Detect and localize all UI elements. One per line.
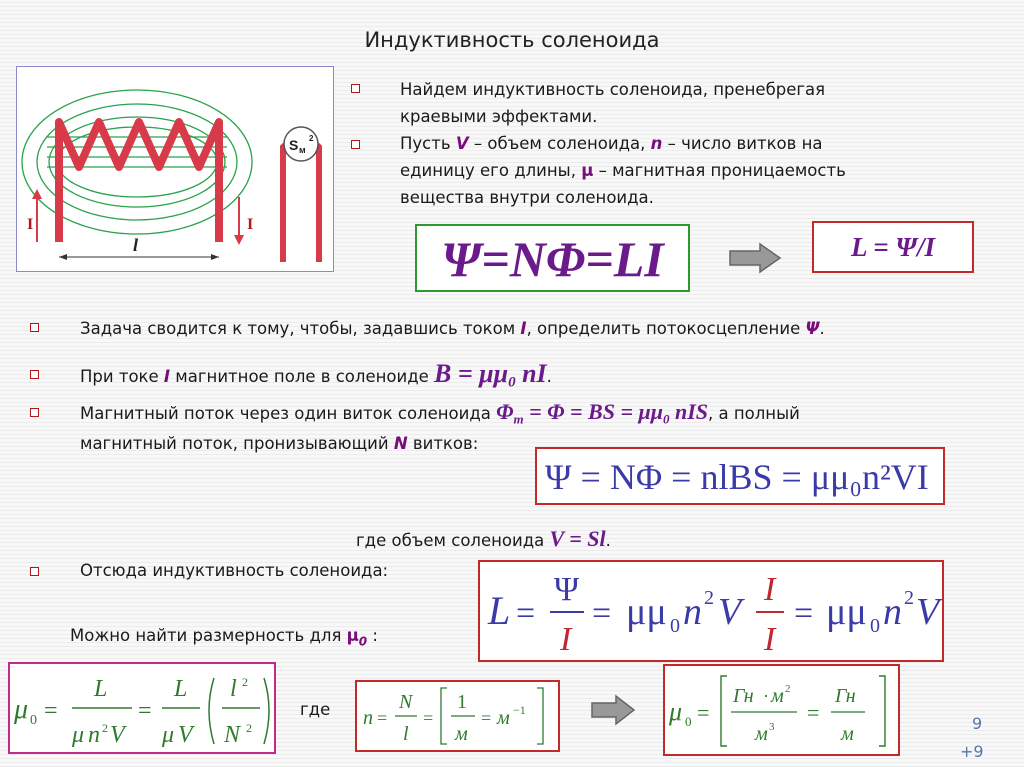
bullet-text-2: Пусть V – объем соленоида, n – число витков на единицу его длины, μ – магнитная проницаемость вещества внутри соленоида. bbox=[400, 134, 846, 207]
svg-text:=: = bbox=[423, 708, 434, 728]
formula-n-box bbox=[355, 680, 560, 752]
svg-text:2: 2 bbox=[242, 675, 248, 689]
formula-result-box bbox=[812, 221, 974, 273]
svg-text:0: 0 bbox=[30, 713, 37, 728]
dimension-line: Можно найти размерность для $\mu_0$ : bbox=[70, 626, 378, 649]
svg-text:2: 2 bbox=[904, 587, 914, 609]
bullet-text-5: Магнитный поток через один виток соленоида $\Phi_m = \Phi$ = BS = $\mu\mu_0$ nIS, а полный магнитный поток, пронизывающий N витков: bbox=[80, 399, 800, 454]
bullet-marker bbox=[30, 408, 39, 417]
svg-text:=: = bbox=[516, 595, 536, 632]
page-number: 9 bbox=[972, 714, 983, 733]
svg-text:0: 0 bbox=[870, 615, 880, 637]
svg-text:м: м bbox=[771, 685, 784, 707]
svg-text:μ: μ bbox=[162, 722, 175, 748]
svg-text:м: м bbox=[299, 145, 306, 155]
right-arrow-icon bbox=[728, 242, 782, 278]
svg-text:Ψ: Ψ bbox=[554, 571, 580, 608]
svg-text:L: L bbox=[94, 676, 108, 702]
svg-text:1: 1 bbox=[457, 691, 467, 713]
svg-text:2: 2 bbox=[704, 587, 714, 609]
svg-text:=: = bbox=[138, 698, 152, 724]
bullet-text-4: При токе I магнитное поле в соленоиде $B = \mu\mu_0$ nI. bbox=[80, 359, 552, 391]
bullet-marker bbox=[30, 323, 39, 332]
inductance-line: Отсюда индуктивность соленоида: bbox=[80, 561, 389, 580]
svg-text:l: l bbox=[403, 723, 409, 745]
svg-text:I: I bbox=[764, 621, 776, 658]
svg-text:V: V bbox=[178, 722, 193, 748]
bullet-text-1: Найдем индуктивность соленоида, пренебрегая краевыми эффектами. bbox=[400, 80, 826, 126]
svg-text:=: = bbox=[481, 708, 492, 728]
svg-text:I: I bbox=[764, 571, 776, 608]
svg-text:0: 0 bbox=[685, 714, 692, 729]
svg-text:μμ: μμ bbox=[626, 591, 667, 633]
svg-text:2: 2 bbox=[102, 721, 108, 735]
svg-text:=: = bbox=[592, 595, 612, 632]
current-label-left: I bbox=[27, 216, 34, 233]
formula-n bbox=[357, 682, 558, 750]
svg-text:n: n bbox=[883, 591, 902, 633]
solenoid-figure bbox=[16, 66, 334, 272]
svg-text:l: l bbox=[230, 676, 237, 702]
svg-text:·: · bbox=[763, 686, 769, 706]
length-label: l bbox=[133, 235, 139, 255]
svg-text:=: = bbox=[697, 700, 710, 725]
bullet-text-3: Задача сводится к тому, чтобы, задавшись током I, определить потокосцепление Ψ. bbox=[80, 319, 825, 338]
formula-mu0 bbox=[10, 664, 274, 752]
svg-text:м: м bbox=[755, 723, 768, 745]
svg-text:μ: μ bbox=[72, 722, 85, 748]
svg-text:μ: μ bbox=[14, 694, 29, 725]
svg-text:2: 2 bbox=[309, 134, 314, 143]
svg-text:N: N bbox=[224, 722, 241, 748]
right-arrow-icon bbox=[590, 694, 636, 730]
svg-text:3: 3 bbox=[769, 721, 775, 733]
bullet-marker bbox=[30, 567, 39, 576]
bullet-marker bbox=[30, 370, 39, 379]
svg-text:N: N bbox=[399, 691, 413, 713]
formula-main: Ψ=NΦ=LI bbox=[441, 231, 664, 287]
svg-text:м: м bbox=[841, 723, 854, 745]
svg-text:=: = bbox=[794, 595, 814, 632]
svg-text:μ: μ bbox=[669, 697, 683, 726]
volume-line: где объем соленоида V = Sl. bbox=[356, 526, 611, 551]
formula-units-box bbox=[663, 664, 900, 756]
svg-text:V: V bbox=[110, 722, 125, 748]
solenoid-diagram bbox=[17, 67, 333, 271]
svg-text:=: = bbox=[807, 700, 820, 725]
svg-text:м: м bbox=[455, 723, 468, 745]
svg-text:=: = bbox=[377, 708, 388, 728]
svg-text:V: V bbox=[718, 591, 742, 633]
svg-text:L: L bbox=[488, 588, 511, 633]
formula-L-box bbox=[478, 560, 944, 662]
svg-text:0: 0 bbox=[670, 615, 680, 637]
page-title: Индуктивность соленоида bbox=[364, 28, 660, 52]
page-extra: +9 bbox=[960, 742, 984, 761]
svg-text:2: 2 bbox=[785, 683, 791, 695]
where-label: где bbox=[300, 700, 331, 719]
bullet-marker bbox=[351, 84, 360, 93]
formula-mu0-box bbox=[8, 662, 276, 754]
svg-text:n: n bbox=[363, 707, 373, 729]
formula-flux: Ψ = NΦ = nlBS = μμ₀n²VI bbox=[545, 457, 929, 497]
bullet-marker bbox=[351, 140, 360, 149]
svg-text:−1: −1 bbox=[513, 703, 526, 717]
svg-text:I: I bbox=[560, 621, 572, 658]
formula-main-box bbox=[415, 224, 690, 292]
svg-text:V: V bbox=[916, 591, 940, 633]
svg-text:Гн: Гн bbox=[733, 685, 754, 707]
svg-text:n: n bbox=[683, 591, 702, 633]
svg-text:Гн: Гн bbox=[835, 685, 856, 707]
formula-flux-box bbox=[535, 447, 945, 505]
formula-result: L = Ψ/I bbox=[851, 232, 935, 262]
formula-units bbox=[665, 666, 898, 754]
svg-text:L: L bbox=[174, 676, 188, 702]
area-label: S bbox=[289, 137, 299, 153]
formula-L bbox=[480, 562, 942, 660]
svg-text:n: n bbox=[88, 722, 100, 748]
current-label-right: I bbox=[247, 216, 254, 233]
svg-text:μμ: μμ bbox=[826, 591, 867, 633]
svg-text:=: = bbox=[44, 698, 58, 724]
svg-text:м: м bbox=[497, 707, 510, 729]
svg-text:2: 2 bbox=[246, 721, 252, 735]
